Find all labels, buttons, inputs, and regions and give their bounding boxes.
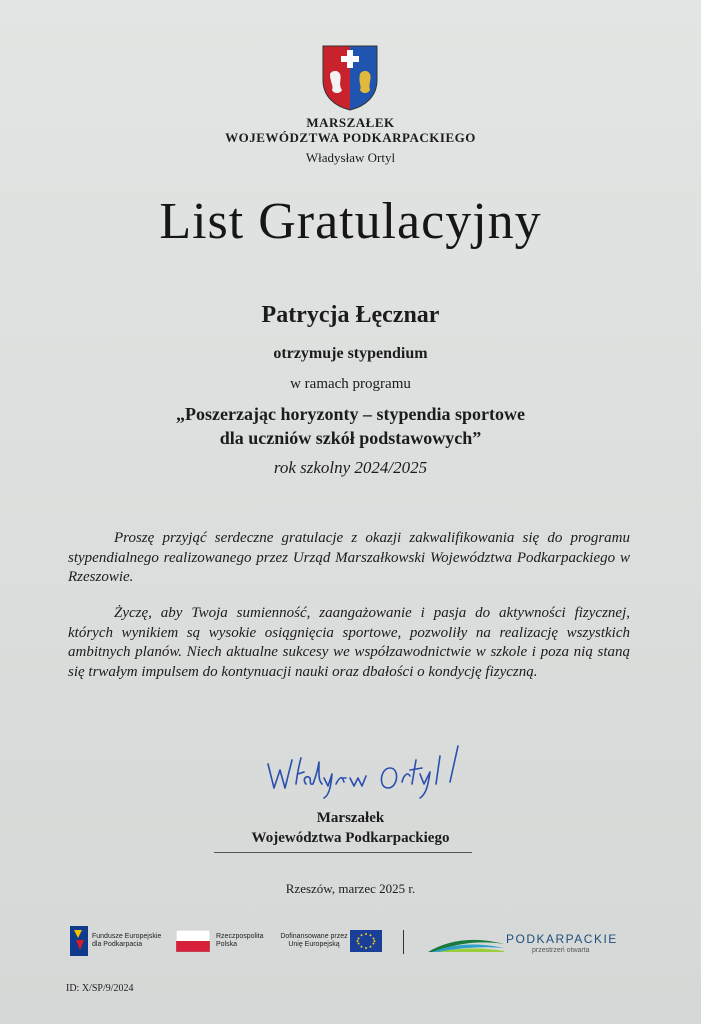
award-receives: otrzymuje stypendium bbox=[273, 345, 428, 362]
fundusze-europejskie-icon bbox=[70, 926, 88, 956]
school-year: rok szkolny 2024/2025 bbox=[273, 458, 428, 477]
wishes-paragraph: Życzę, aby Twoja sumienność, zaangażowanie i pasja do aktywności fizycznej, których wynikiem są wysokie osiągnięcia sportowe, pozwoliły na realizację wszystkich ambitnych planów. Niech aktualne sukcesy we współzawodnictwie w szkole i poza nią staną się trwałym impulsem do kontynuacji nauki oraz dbałości o kondycję fizyczną. bbox=[68, 605, 630, 680]
funding-logos bbox=[70, 922, 640, 962]
podkarpackie-logo-icon bbox=[428, 934, 504, 954]
fundusze-europejskie-label: Fundusze Europejskie dla Podkarpacia bbox=[92, 933, 162, 948]
program-name-line2: dla uczniów szkół podstawowych” bbox=[219, 428, 482, 448]
document-title: List Gratulacyjny bbox=[159, 193, 542, 250]
rzeczpospolita-polska-label: Rzeczpospolita Polska bbox=[216, 933, 264, 948]
handwritten-signature bbox=[262, 738, 472, 806]
eu-flag-icon bbox=[350, 930, 382, 952]
award-within: w ramach programu bbox=[290, 376, 411, 392]
eu-funding-label: Dofinansowane przez Unię Europejską bbox=[280, 933, 348, 948]
congratulations-paragraph: Proszę przyjąć serdeczne gratulacje z okazji zakwalifikowania się do programu stypendialnego realizowanego przez Urząd Marszałkowski Województwa Podkarpackiego w Rzeszowie. bbox=[68, 530, 630, 585]
signatory-title-line1: Marszałek bbox=[316, 810, 385, 826]
issuer-title-line1: MARSZAŁEK bbox=[306, 115, 395, 130]
document-id: ID: X/SP/9/2024 bbox=[66, 983, 134, 994]
coat-of-arms-icon bbox=[320, 44, 380, 112]
recipient-name: Patrycja Łęcznar bbox=[261, 302, 440, 328]
signatory-title-line2: Województwa Podkarpackiego bbox=[251, 830, 450, 846]
podkarpackie-label: PODKARPACKIE bbox=[506, 932, 618, 946]
logo-divider bbox=[403, 930, 404, 954]
issuer-title-line2: WOJEWÓDZTWA PODKARPACKIEGO bbox=[225, 130, 476, 145]
polish-flag-icon bbox=[176, 930, 210, 952]
program-name-line1: „Poszerzając horyzonty – stypendia sportowe bbox=[176, 404, 525, 424]
podkarpackie-tagline: przestrzeń otwarta bbox=[532, 947, 590, 954]
issuer-name: Władysław Ortyl bbox=[305, 150, 396, 165]
signature-line bbox=[214, 852, 472, 853]
place-and-date: Rzeszów, marzec 2025 r. bbox=[285, 881, 416, 896]
